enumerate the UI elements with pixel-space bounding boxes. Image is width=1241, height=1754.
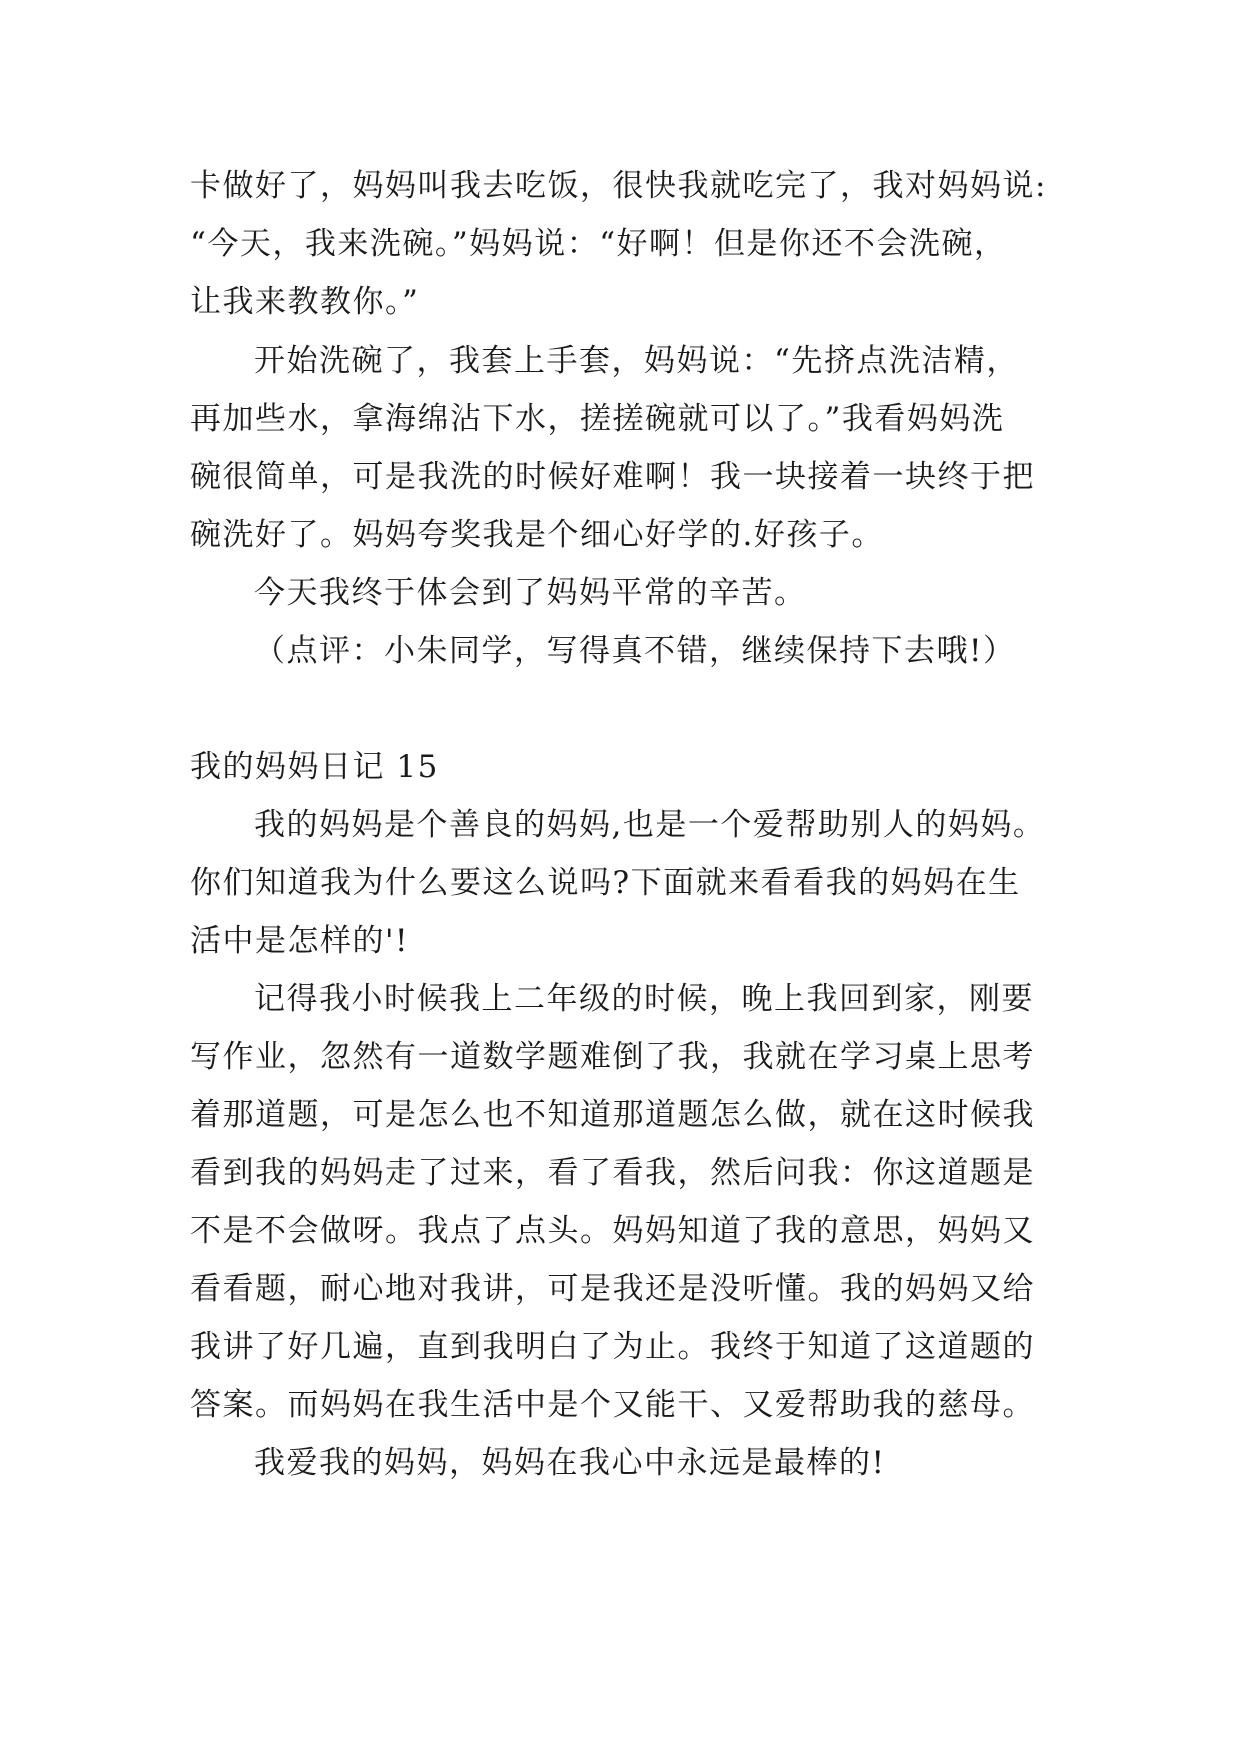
paragraph-line: 我的妈妈是个善良的妈妈,也是一个爱帮助别人的妈妈。 [254,807,1046,843]
paragraph-line: 不是不会做呀。我点了点头。妈妈知道了我的意思，妈妈又 [190,1213,1035,1249]
section-title: 我的妈妈日记 15 [190,749,439,785]
paragraph-line: 再加些水，拿海绵沾下水，搓搓碗就可以了。”我看妈妈洗 [190,401,1005,437]
paragraph-line: 看到我的妈妈走了过来，看了看我，然后问我：你这道题是 [190,1155,1035,1191]
paragraph-line: 答案。而妈妈在我生活中是个又能干、又爱帮助我的慈母。 [190,1387,1035,1423]
comment-line: （点评：小朱同学，写得真不错，继续保持下去哦!） [254,633,1016,669]
paragraph-line: “今天，我来洗碗。”妈妈说：“好啊！但是你还不会洗碗， [190,226,1007,262]
paragraph-line: 我讲了好几遍，直到我明白了为止。我终于知道了这道题的 [190,1329,1035,1365]
paragraph-line: 碗很简单，可是我洗的时候好难啊！我一块接着一块终于把 [190,459,1035,495]
paragraph-line: 活中是怎样的'! [190,923,409,959]
paragraph-line: 着那道题，可是怎么也不知道那道题怎么做，就在这时候我 [190,1097,1035,1133]
paragraph-line: 我爱我的妈妈，妈妈在我心中永远是最棒的! [254,1445,886,1481]
paragraph-line: 写作业，忽然有一道数学题难倒了我，我就在学习桌上思考 [190,1039,1035,1075]
paragraph-line: 卡做好了，妈妈叫我去吃饭，很快我就吃完了，我对妈妈说: [190,168,1047,204]
paragraph-line: 开始洗碗了，我套上手套，妈妈说：“先挤点洗洁精， [254,343,1019,379]
paragraph-line: 碗洗好了。妈妈夸奖我是个细心好学的.好孩子。 [190,517,884,553]
paragraph-line: 你们知道我为什么要这么说吗?下面就来看看我的妈妈在生 [190,865,1021,901]
paragraph-line: 看看题，耐心地对我讲，可是我还是没听懂。我的妈妈又给 [190,1271,1035,1307]
paragraph-line: 今天我终于体会到了妈妈平常的辛苦。 [254,575,807,611]
paragraph-line: 让我来教教你。” [190,284,420,320]
paragraph-line: 记得我小时候我上二年级的时候，晚上我回到家，刚要 [254,981,1034,1017]
